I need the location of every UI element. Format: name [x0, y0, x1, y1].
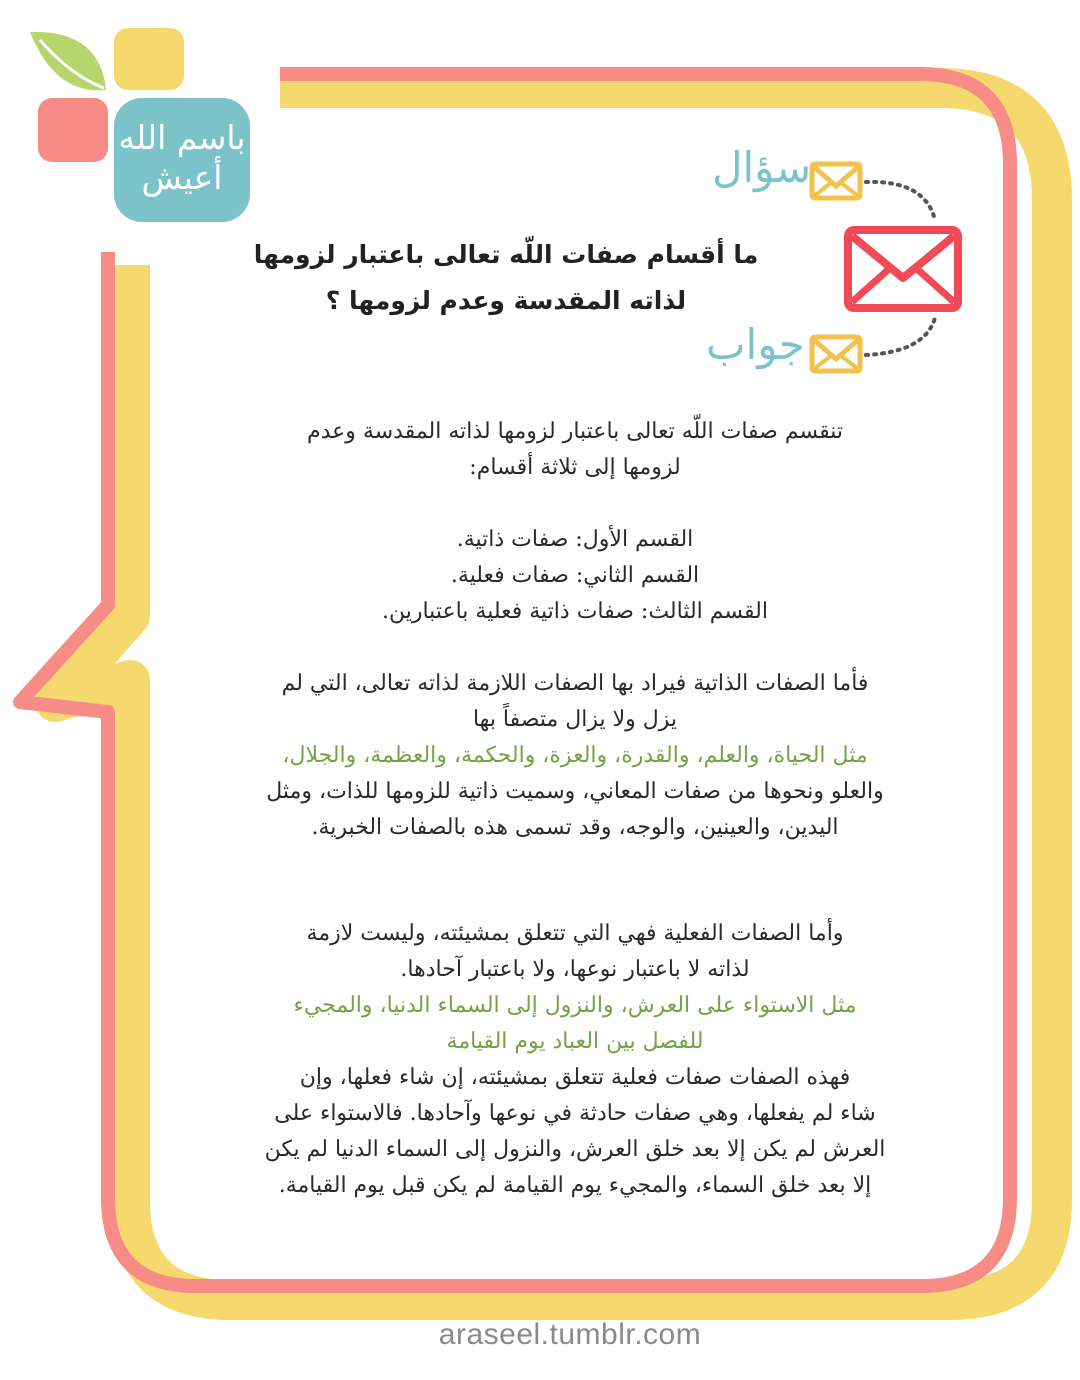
question-line-1: ما أقسام صفات اللّه تعالى باعتبار لزومها [253, 240, 759, 269]
answer-label: جواب [706, 320, 805, 369]
filiya-line: لذاته لا باعتبار نوعها، ولا باعتبار آحادها. [400, 957, 750, 982]
logo-line-1: باسم الله [118, 118, 246, 157]
logo-line-2: أعيش [141, 158, 223, 197]
logo-yellow-block [114, 28, 184, 90]
dhatiya-line: يزل ولا يزال متصفاً بها [472, 707, 678, 732]
filiya-line: وأما الصفات الفعلية فهي التي تتعلق بمشيئته، وليست لازمة [306, 921, 844, 946]
intro-line: تنقسم صفات اللّه تعالى باعتبار لزومها لذاته المقدسة وعدم [307, 419, 843, 444]
logo-text [112, 118, 252, 198]
intro-line: لزومها إلى ثلاثة أقسام: [469, 455, 681, 480]
section-line: القسم الثالث: صفات ذاتية فعلية باعتبارين. [381, 599, 768, 624]
filiya-rest-line: إلا بعد خلق السماء، والمجيء يوم القيامة لم يكن قبل يوم القيامة. [278, 1173, 872, 1198]
envelope-icon [812, 337, 860, 371]
envelope-icon [812, 164, 860, 198]
logo-pink-block [38, 98, 108, 162]
filiya-example: مثل الاستواء على العرش، والنزول إلى السماء الدنيا، والمجيء [293, 993, 857, 1018]
spacer [180, 846, 970, 916]
dhatiya-line: فأما الصفات الذاتية فيراد بها الصفات اللازمة لذاته تعالى، التي لم [281, 671, 869, 696]
question-line-2: لذاته المقدسة وعدم لزومها ؟ [325, 286, 687, 315]
question-label: سؤال [712, 143, 812, 192]
dhatiya-example: مثل الحياة، والعلم، والقدرة، والعزة، والحكمة، والعظمة، والجلال، [282, 743, 868, 768]
spacer [180, 486, 970, 522]
section-line: القسم الأول: صفات ذاتية. [456, 527, 694, 552]
spacer [180, 630, 970, 666]
dhatiya-rest-line: والعلو ونحوها من صفات المعاني، وسميت ذاتية للزومها للذات، ومثل [266, 779, 884, 804]
question-text [200, 232, 812, 324]
footer-url: araseel.tumblr.com [438, 1318, 702, 1351]
section-line: القسم الثاني: صفات فعلية. [450, 563, 700, 588]
envelope-icon [848, 230, 958, 308]
filiya-rest-line: فهذه الصفات صفات فعلية تتعلق بمشيئته، إن شاء فعلها، وإن [299, 1065, 851, 1090]
filiya-rest-line: العرش لم يكن إلا بعد خلق العرش، والنزول إلى السماء الدنيا لم يكن [264, 1137, 886, 1162]
filiya-rest-line: شاء لم يفعلها، وهي صفات حادثة في نوعها وآحادها. فالاستواء على [274, 1101, 876, 1126]
filiya-example: للفصل بين العباد يوم القيامة [446, 1029, 704, 1054]
dhatiya-rest-line: اليدين، والعينين، والوجه، وقد تسمى هذه بالصفات الخبرية. [311, 815, 839, 840]
answer-body [180, 414, 970, 1204]
